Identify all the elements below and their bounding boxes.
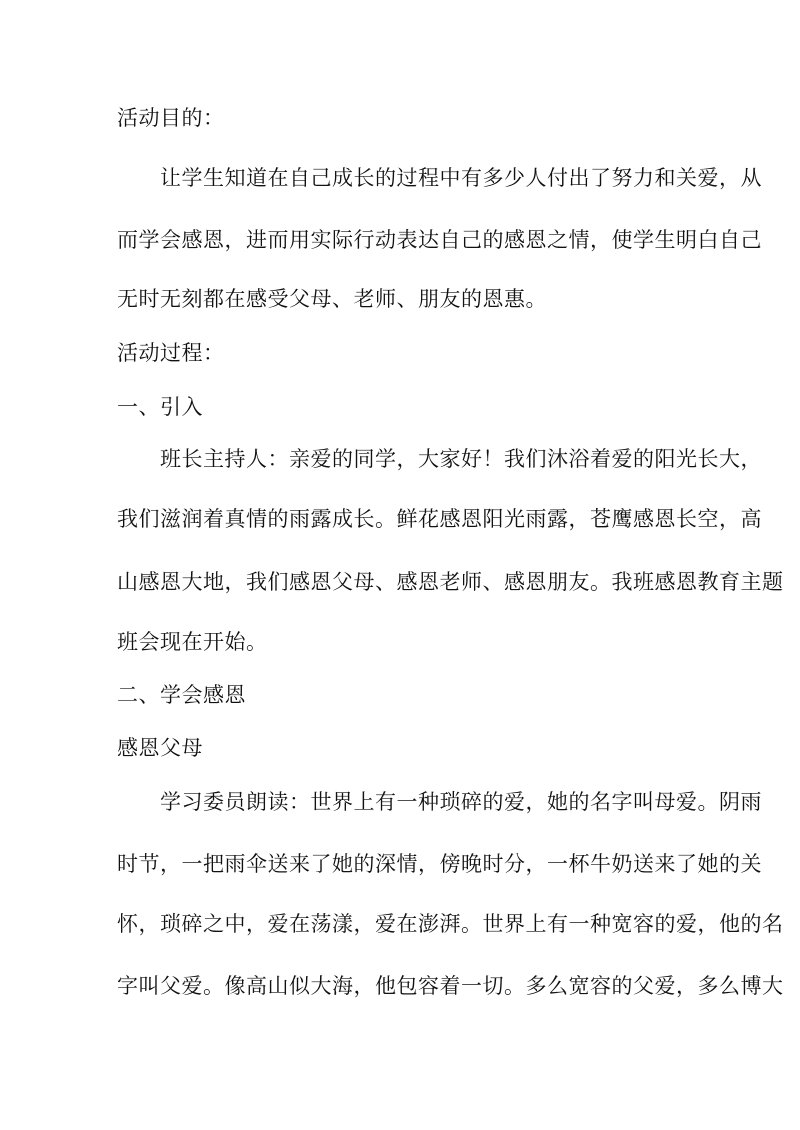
subsection-thank-parents: 感恩父母	[117, 736, 203, 760]
purpose-line-2: 而学会感恩，进而用实际行动表达自己的感恩之情，使学生明白自己	[117, 228, 762, 252]
reading-line-3: 怀，琐碎之中，爱在荡漾，爱在澎湃。世界上有一种宽容的爱，他的名	[117, 912, 784, 936]
reading-line-2: 时节，一把雨伞送来了她的深情，傍晚时分，一杯牛奶送来了她的关	[117, 852, 762, 876]
intro-line-3: 山感恩大地，我们感恩父母、感恩老师、感恩朋友。我班感恩教育主题	[117, 570, 784, 594]
reading-line-4: 字叫父爱。像高山似大海，他包容着一切。多么宽容的父爱，多么博大	[117, 974, 784, 998]
heading-activity-purpose: 活动目的：	[117, 106, 225, 130]
purpose-line-1: 让学生知道在自己成长的过程中有多少人付出了努力和关爱，从	[160, 166, 762, 190]
section-1-title: 一、引入	[117, 395, 203, 419]
purpose-line-3: 无时无刻都在感受父母、老师、朋友的恩惠。	[117, 287, 547, 311]
intro-line-1: 班长主持人：亲爱的同学，大家好！我们沐浴着爱的阳光长大，	[160, 447, 762, 471]
intro-line-2: 我们滋润着真情的雨露成长。鲜花感恩阳光雨露，苍鹰感恩长空，高	[117, 507, 762, 531]
intro-line-4: 班会现在开始。	[117, 630, 268, 654]
reading-line-1: 学习委员朗读：世界上有一种琐碎的爱，她的名字叫母爱。阴雨	[160, 790, 762, 814]
section-2-title: 二、学会感恩	[117, 683, 246, 707]
heading-activity-process: 活动过程：	[117, 341, 225, 365]
